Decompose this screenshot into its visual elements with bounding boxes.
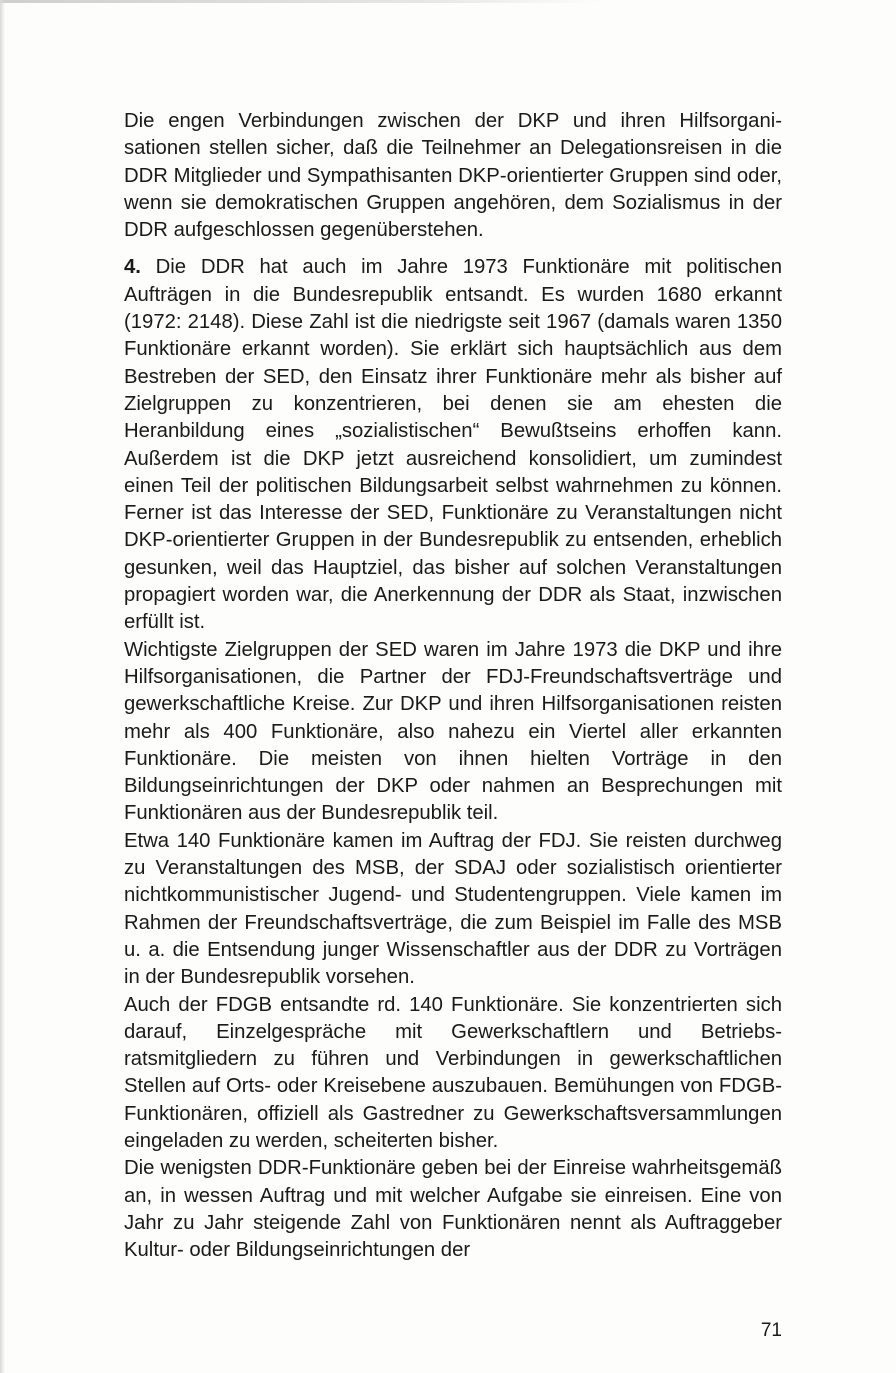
paragraph-6 — [124, 1155, 782, 1264]
paragraph-6-text: Die wenigsten DDR-Funktionäre geben bei der Einreise wahrheitsgemäß an, in wessen Auftrag und mit welcher Aufgabe sie einreisen. Eine von Jahr zu Jahr steigende Zahl von Funktionären nennt als Auftraggeber Kultur- oder Bildungseinrichtungen der — [124, 1157, 782, 1262]
paragraph-2 — [124, 254, 782, 636]
paragraph-5-text: Auch der FDGB entsandte rd. 140 Funktionäre. Sie konzentrierten sich darauf, Einzelgespräche mit Gewerkschaftlern und Betriebsratsmitgliedern zu führen und Verbindungen in gewerkschaftlichen Stellen auf Orts- oder Kreisebene auszubauen. Bemühungen von FDGB-Funktionären, offiziell als Gastredner zu Gewerkschaftsversammlungen eingeladen zu werden, scheiterten bisher. — [124, 993, 782, 1152]
body-text — [124, 108, 782, 1264]
section-number: 4. — [124, 256, 141, 279]
paragraph-3-text: Wichtigste Zielgruppen der SED waren im Jahre 1973 die DKP und ihre Hilfsorganisationen, die Partner der FDJ-Freundschaftsverträge und gewerkschaftliche Kreise. Zur DKP und ihren Hilfsorganisationen reisten mehr als 400 Funktionäre, also nahezu ein Viertel aller erkannten Funktionäre. Die meisten von ihnen hielten Vorträge in den Bildungseinrichtungen der DKP oder nahmen an Besprechungen mit Funktionären aus der Bundesrepublik teil. — [124, 638, 782, 825]
paragraph-3 — [124, 637, 782, 828]
paragraph-1 — [124, 108, 782, 244]
paragraph-2-text: Die DDR hat auch im Jahre 1973 Funktionäre mit politischen Aufträgen in die Bundesrepublik entsandt. Es wurden 1680 erkannt (1972: 2148). Diese Zahl ist die niedrigste seit 1967 (damals waren 1350 Funktionäre erkannt worden). Sie erklärt sich hauptsächlich aus dem Bestreben der SED, den Einsatz ihrer Funktionäre mehr als bisher auf Zielgruppen zu konzentrieren, bei denen sie am ehesten die Heranbildung eines „sozialistischen“ Bewußtseins erhoffen kann. Außerdem ist die DKP jetzt ausreichend konsolidiert, um zumindest einen Teil der politischen Bildungsarbeit selbst wahrnehmen zu können. Ferner ist das Interesse der SED, Funktionäre zu Veranstaltungen nicht DKP-orientierter Gruppen in der Bundesrepublik zu entsenden, erheblich gesunken, weil das Hauptziel, das bisher auf solchen Veranstaltungen propagiert worden war, die Anerkennung der DDR als Staat, inzwischen erfüllt ist. — [124, 256, 782, 634]
page-number: 71 — [760, 1320, 782, 1341]
scan-edge-left — [0, 0, 5, 1373]
paragraph-4-text: Etwa 140 Funktionäre kamen im Auftrag der FDJ. Sie reisten durchweg zu Veranstaltungen des MSB, der SDAJ oder sozialistisch orientierter nichtkommunistischer Jugend- und Studentengruppen. Viele kamen im Rahmen der Freundschaftsverträge, die zum Beispiel im Falle des MSB u. a. die Entsendung junger Wissenschaftler aus der DDR zu Vorträgen in der Bundesrepublik vorsehen. — [124, 829, 782, 989]
paragraph-5 — [124, 992, 782, 1156]
paragraph-1-text: Die engen Verbindungen zwischen der DKP und ihren Hilfsorganisationen stellen sicher, daß die Teilnehmer an Delegationsreisen in die DDR Mitglieder und Sympathisanten DKP-orientierter Gruppen sind oder, wenn sie demokratischen Gruppen angehören, dem Sozialismus in der DDR aufgeschlossen gegenüberstehen. — [124, 110, 782, 242]
paragraph-4 — [124, 828, 782, 992]
scan-edge-top — [0, 0, 600, 3]
